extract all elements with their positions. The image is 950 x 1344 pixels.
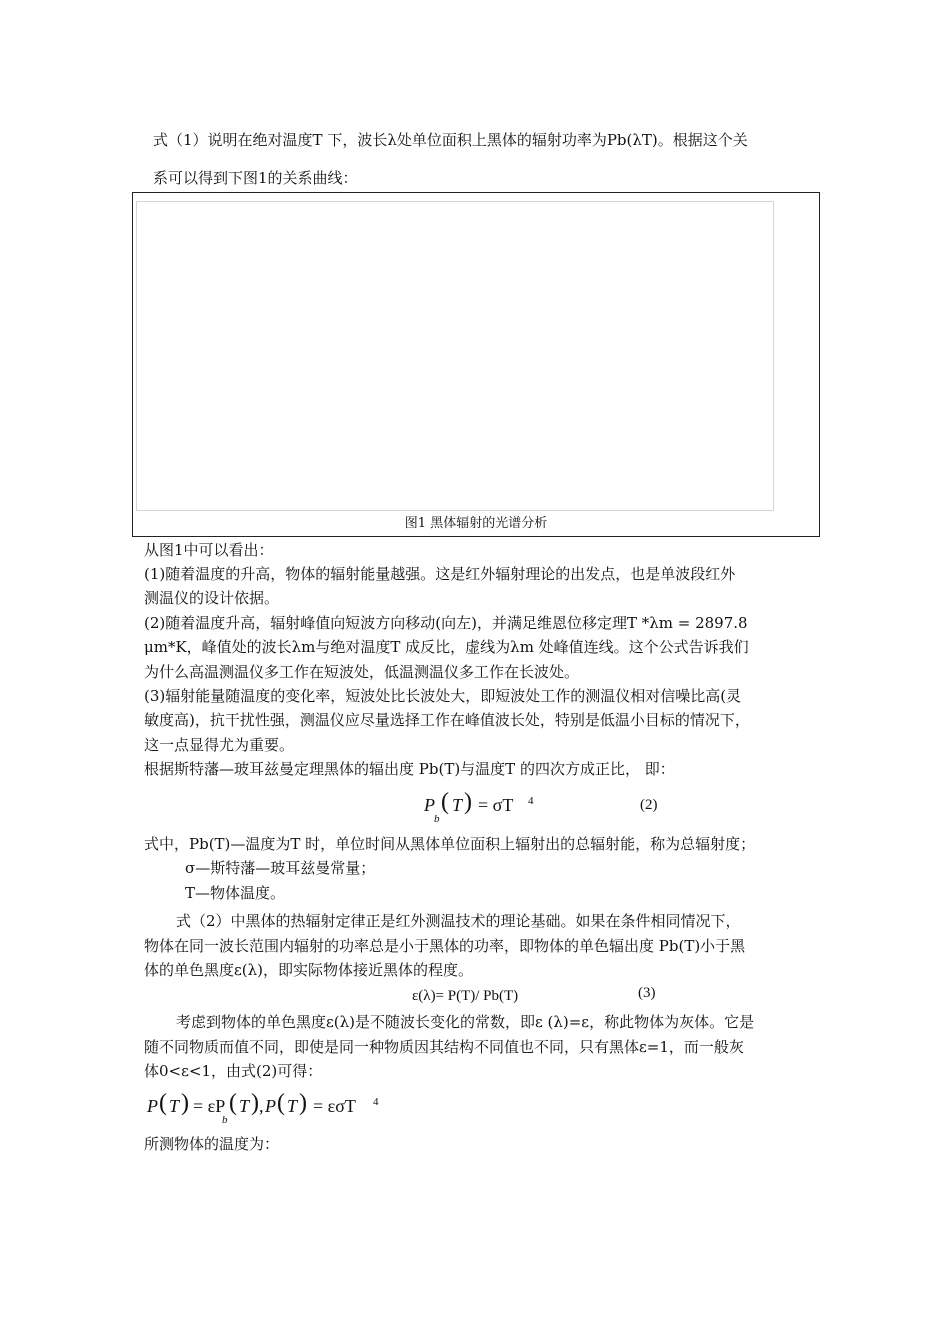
body-line-7: (3)辐射能量随温度的变化率，短波处比长波处大，即短波处工作的测温仪相对信噪比高(灵 — [144, 687, 742, 705]
figure-caption: 图1 黑体辐射的光谱分析 — [404, 516, 548, 531]
defs-line-2: σ—斯特藩—玻耳兹曼常量； — [185, 859, 376, 877]
body-line-3: 测温仪的设计依据。 — [144, 589, 280, 607]
final-line-1: 所测物体的温度为： — [144, 1135, 280, 1153]
figure-image-placeholder — [136, 201, 774, 511]
body-line-4: (2)随着温度升高，辐射峰值向短波方向移动(向左)，并满足维恩位移定理T *λm = 2897.8 — [144, 614, 748, 632]
defs-line-3: T—物体温度。 — [185, 884, 286, 902]
eq4-T2: T — [239, 1096, 250, 1116]
equation-2-number: (2) — [640, 797, 658, 813]
eq2-P: P — [424, 795, 435, 815]
body-line-8: 敏度高)，抗干扰性强，测温仪应尽量选择工作在峰值波长处，特别是低温小目标的情况下， — [144, 711, 750, 729]
para3-line-3: 体0<ε<1，由式(2)可得： — [144, 1062, 323, 1080]
body-line-6: 为什么高温测温仪多工作在短波处，低温测温仪多工作在长波处。 — [144, 663, 580, 681]
eq2-rhs: = σT — [478, 795, 514, 815]
para3-line-1: 考虑到物体的单色黑度ε(λ)是不随波长变化的常数，即ε (λ)=ε，称此物体为灰体。它是 — [176, 1013, 755, 1031]
eq4-rhs: = εσT — [313, 1096, 356, 1116]
equation-2: P b ( T ) = σT 4 — [424, 789, 534, 825]
defs-line-1: 式中，Pb(T)—温度为T 时，单位时间从黑体单位面积上辐射出的总辐射能，称为总辐射度； — [144, 835, 756, 853]
equation-3-number: (3) — [638, 985, 656, 1001]
eq2-T: T — [452, 795, 463, 815]
body-line-9: 这一点显得尤为重要。 — [144, 736, 295, 754]
eq4-mid: = εP — [193, 1096, 226, 1116]
para2-line-3: 体的单色黑度ε(λ)，即实际物体接近黑体的程度。 — [144, 961, 473, 979]
eq4-P1: P — [147, 1096, 158, 1116]
body-line-5: μm*K，峰值处的波长λm与绝对温度T 成反比，虚线为λm 处峰值连线。这个公式告诉我们 — [144, 638, 749, 656]
para2-line-1: 式（2）中黑体的热辐射定律正是红外测温技术的理论基础。如果在条件相同情况下， — [176, 912, 741, 930]
figure-frame — [132, 192, 820, 537]
body-line-2: (1)随着温度的升高，物体的辐射能量越强。这是红外辐射理论的出发点，也是单波段红外 — [144, 565, 736, 583]
intro-line-1: 式（1）说明在绝对温度T 下，波长λ处单位面积上黑体的辐射功率为Pb(λT)。根据这个关 — [153, 131, 748, 149]
eq4-power: 4 — [373, 1096, 379, 1108]
intro-line-2: 系可以得到下图1的关系曲线： — [153, 169, 358, 187]
body-line-10: 根据斯特藩—玻耳兹曼定理黑体的辐出度 Pb(T)与温度T 的四次方成正比， 即： — [144, 760, 675, 778]
para2-line-2: 物体在同一波长范围内辐射的功率总是小于黑体的功率，即物体的单色辐出度 Pb(T)小于黑 — [144, 937, 746, 955]
eq2-power: 4 — [528, 795, 534, 807]
eq2-subscript-b: b — [434, 813, 440, 825]
equation-4: P ( T ) = εP b ( T ) , P ( T ) = εσT 4 — [147, 1090, 379, 1126]
eq4-subscript-b: b — [222, 1114, 228, 1126]
eq4-T3: T — [287, 1096, 298, 1116]
eq4-T1: T — [169, 1096, 180, 1116]
equation-3: ε(λ)= P(T)/ Pb(T) — [412, 988, 519, 1004]
eq4-P2: P — [265, 1096, 276, 1116]
para3-line-2: 随不同物质而值不同，即使是同一种物质因其结构不同值也不同，只有黑体ε=1，而一般灰 — [144, 1038, 744, 1056]
body-line-1: 从图1中可以看出： — [144, 541, 274, 559]
